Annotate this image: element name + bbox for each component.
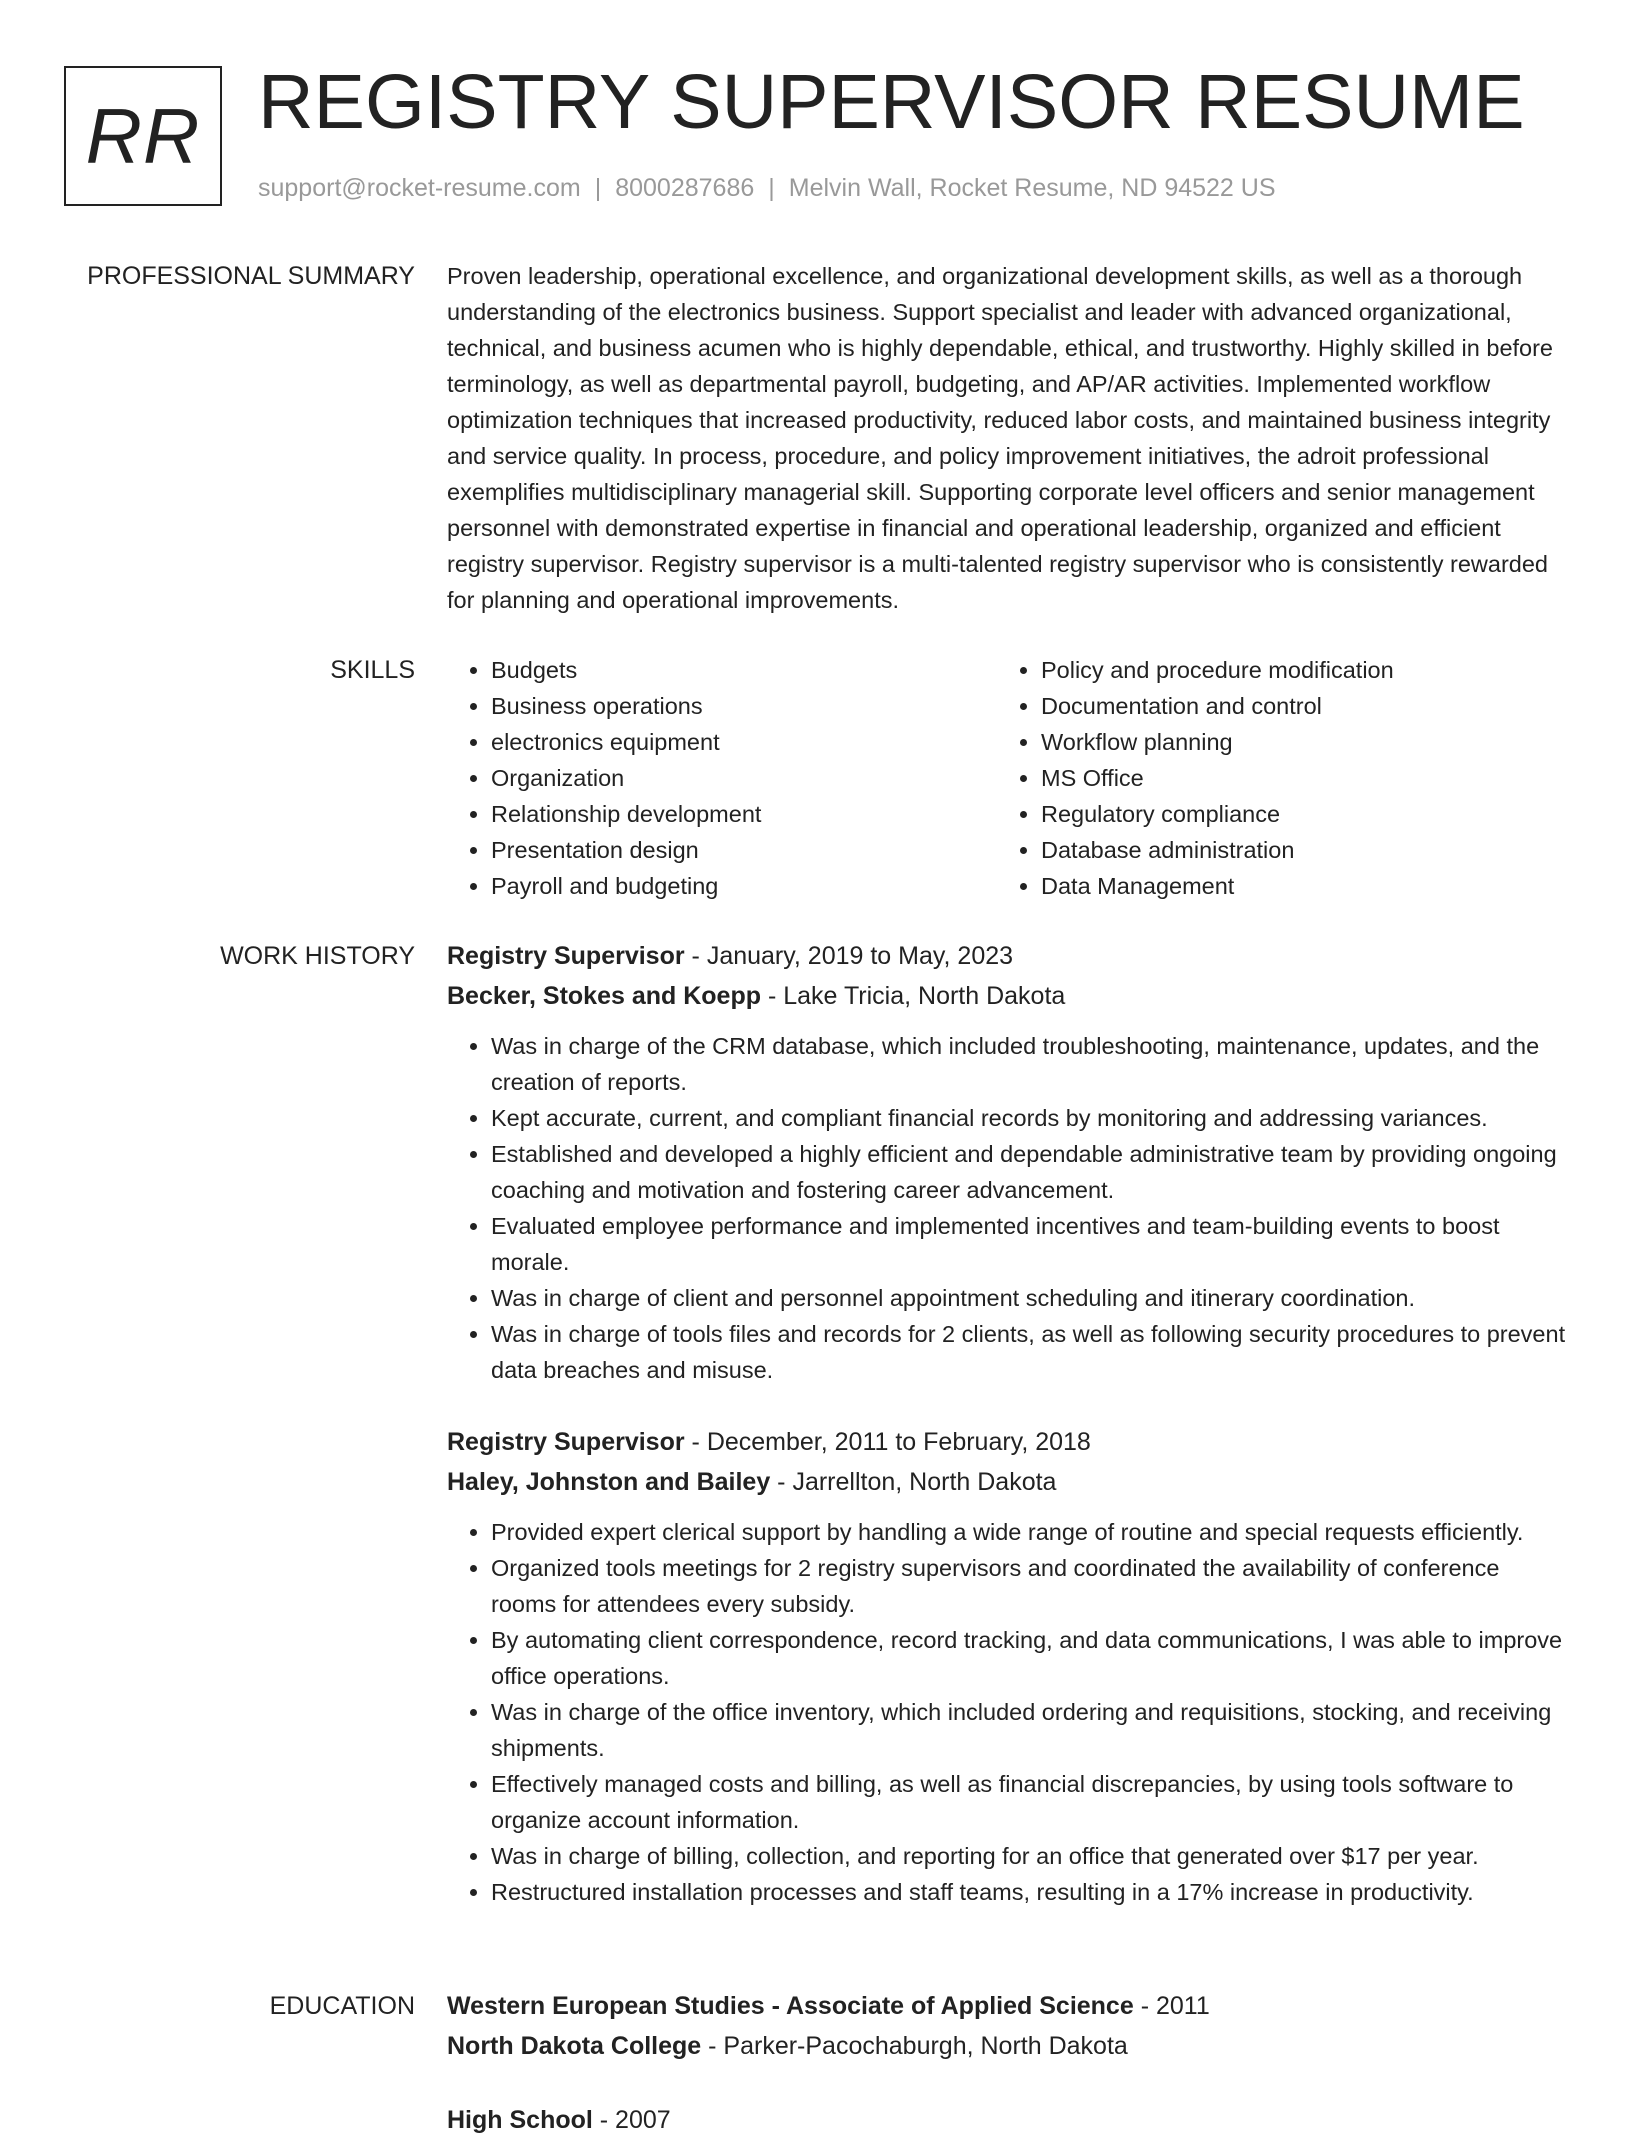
contact-address: Melvin Wall, Rocket Resume, ND 94522 US [788, 174, 1276, 202]
monogram-logo: RR [64, 66, 222, 206]
work-history-body [447, 936, 1569, 1910]
job-bullet: • Organized tools meetings for 2 registry supervisors and coordinated the availability of conference rooms for attendees every subsidy. [491, 1550, 1569, 1622]
skill-item: • Database administration [1041, 832, 1547, 868]
job-title: Registry Supervisor [447, 942, 685, 970]
contact-phone[interactable]: 8000287686 [615, 174, 755, 202]
education-degree: Western European Studies - Associate of Applied Science [447, 1992, 1134, 2020]
job-bullet: • Effectively managed costs and billing, as well as financial discrepancies, by using tools software to organize account information. [491, 1766, 1569, 1838]
education-second-year: 2007 [615, 2106, 671, 2134]
job-title-line: Registry Supervisor - January, 2019 to May, 2023 [447, 942, 1014, 970]
job-dates: December, 2011 to February, 2018 [706, 1428, 1091, 1456]
contact-email[interactable]: support@rocket-resume.com [258, 174, 581, 202]
job-bullet: • Was in charge of client and personnel appointment scheduling and itinerary coordination. [491, 1280, 1569, 1316]
job-bullet: • Was in charge of the CRM database, which included troubleshooting, maintenance, updates, and the creation of reports. [491, 1028, 1569, 1100]
job-bullets [447, 1514, 1569, 1910]
job-company: Becker, Stokes and Koepp [447, 982, 762, 1010]
job-bullet: • By automating client correspondence, record tracking, and data communications, I was able to improve office operations. [491, 1622, 1569, 1694]
job-bullet: • Restructured installation processes and staff teams, resulting in a 17% increase in productivity. [491, 1874, 1569, 1910]
summary-text: Proven leadership, operational excellence, and organizational development skills, as well as a thorough understanding of the electronics business. Support specialist and leader with advanced organizational, technical, and business acumen who is highly dependable, ethical, and trustworthy. Highly skilled in before terminology, as well as departmental payroll, budgeting, and AP/AR activities. Implemented workflow optimization techniques that increased productivity, reduced labor costs, and maintained business integrity and service quality. In process, procedure, and policy improvement initiatives, the adroit professional exemplifies multidisciplinary managerial skill. Supporting corporate level officers and senior management personnel with demonstrated expertise in financial and operational leadership, organized and efficient registry supervisor. Registry supervisor is a multi-talented registry supervisor who is consistently rewarded for planning and operational improvements. [447, 263, 1554, 613]
education-second-line: High School - 2007 [447, 2106, 671, 2134]
job-location: Jarrellton, North Dakota [792, 1468, 1057, 1496]
job-bullets [447, 1028, 1569, 1388]
resume-title: REGISTRY SUPERVISOR RESUME [258, 59, 1525, 145]
job-bullet: • Provided expert clerical support by handling a wide range of routine and special requests efficiently. [491, 1514, 1569, 1550]
job-bullet: • Was in charge of tools files and records for 2 clients, as well as following security procedures to prevent data breaches and misuse. [491, 1316, 1569, 1388]
job-bullet: • Was in charge of billing, collection, and reporting for an office that generated over $17 per year. [491, 1838, 1569, 1874]
skills-heading: SKILLS [330, 656, 415, 684]
skills-body [447, 652, 1569, 904]
summary-body [447, 258, 1569, 618]
skill-item: • MS Office [1041, 760, 1547, 796]
contact-separator: | [594, 174, 602, 202]
skills-list-right [997, 652, 1547, 904]
skill-item: • Budgets [491, 652, 997, 688]
skill-item: • Organization [491, 760, 997, 796]
job-dates: January, 2019 to May, 2023 [706, 942, 1014, 970]
contact-line [258, 174, 1276, 203]
job-company: Haley, Johnston and Bailey [447, 1468, 771, 1496]
job-bullet: • Evaluated employee performance and implemented incentives and team-building events to boost morale. [491, 1208, 1569, 1280]
skill-item: • Data Management [1041, 868, 1547, 904]
work-history-heading: WORK HISTORY [220, 942, 415, 970]
education-heading: EDUCATION [269, 1992, 415, 2020]
skill-item: • Policy and procedure modification [1041, 652, 1547, 688]
education-location: Parker-Pacochaburgh, North Dakota [723, 2032, 1128, 2060]
education-school-line: North Dakota College - Parker-Pacochaburgh, North Dakota [447, 2032, 1128, 2060]
job-entry [447, 936, 1569, 1388]
education-year: 2011 [1155, 1992, 1210, 2020]
job-title: Registry Supervisor [447, 1428, 685, 1456]
job-bullet: • Established and developed a highly efficient and dependable administrative team by providing ongoing coaching and motivation and fostering career advancement. [491, 1136, 1569, 1208]
summary-heading: PROFESSIONAL SUMMARY [87, 262, 415, 290]
skill-item: • Relationship development [491, 796, 997, 832]
job-location: Lake Tricia, North Dakota [783, 982, 1066, 1010]
skill-item: • Presentation design [491, 832, 997, 868]
job-bullet: • Kept accurate, current, and compliant financial records by monitoring and addressing variances. [491, 1100, 1569, 1136]
job-company-line: Haley, Johnston and Bailey - Jarrellton, North Dakota [447, 1468, 1057, 1496]
job-company-line: Becker, Stokes and Koepp - Lake Tricia, North Dakota [447, 982, 1066, 1010]
education-school: North Dakota College [447, 2032, 702, 2060]
skill-item: • Regulatory compliance [1041, 796, 1547, 832]
skill-item: • Documentation and control [1041, 688, 1547, 724]
education-second-degree: High School [447, 2106, 593, 2134]
contact-separator: | [768, 174, 775, 202]
education-degree-line: Western European Studies - Associate of Applied Science - 2011 [447, 1992, 1210, 2020]
skill-item: • Business operations [491, 688, 997, 724]
education-body [447, 1986, 1569, 2140]
skill-item: • electronics equipment [491, 724, 997, 760]
skill-item: • Workflow planning [1041, 724, 1547, 760]
job-bullet: • Was in charge of the office inventory, which included ordering and requisitions, stocking, and receiving shipments. [491, 1694, 1569, 1766]
job-entry [447, 1422, 1569, 1910]
skills-list-left [447, 652, 997, 904]
skill-item: • Payroll and budgeting [491, 868, 997, 904]
job-title-line: Registry Supervisor - December, 2011 to February, 2018 [447, 1428, 1091, 1456]
